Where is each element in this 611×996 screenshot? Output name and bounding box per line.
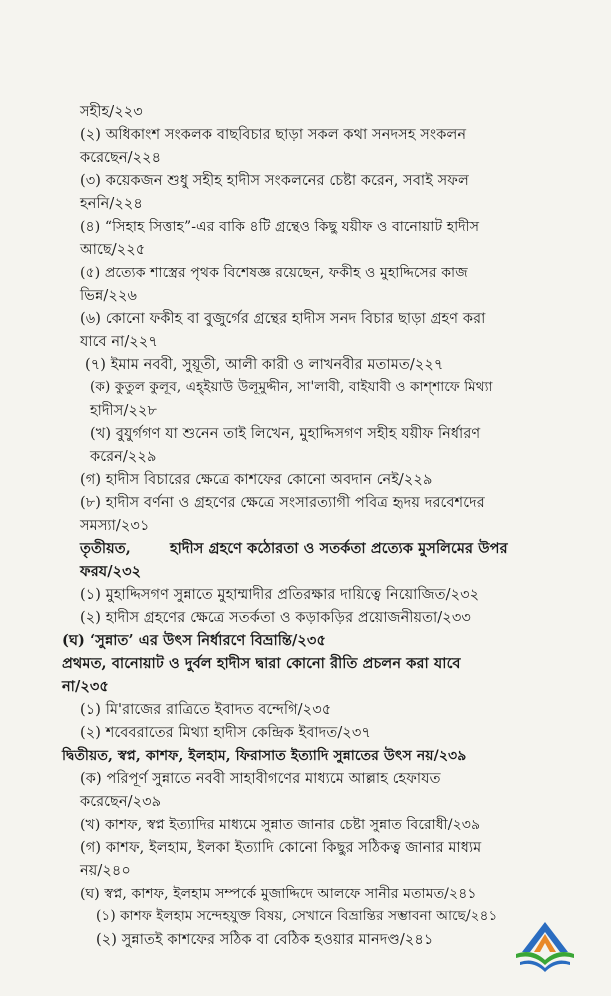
- toc-line: নয়/২৪০: [80, 863, 131, 879]
- section-heading: দ্বিতীয়ত, স্বপ্ন, কাশফ, ইলহাম, ফিরাসাত ইত্যাদি সুন্নাতের উৎস নয়/২৩৯: [62, 748, 467, 764]
- toc-line: (গ) কাশফ, ইলহাম, ইলকা ইত্যাদি কোনো কিছুর সঠিকত্ব জানার মাধ্যম: [80, 840, 482, 856]
- toc-line: (২) অধিকাংশ সংকলক বাছবিচার ছাড়া সকল কথা সনদসহ সংকলন: [80, 127, 467, 143]
- toc-line: করেন/২২৯: [90, 449, 157, 465]
- toc-line: (গ) হাদীস বিচারের ক্ষেত্রে কাশফের কোনো অবদান নেই/২২৯: [80, 472, 433, 488]
- toc-line: করেছেন/২৩৯: [80, 794, 162, 810]
- toc-line: (ক) পরিপূর্ণ সুন্নাতে নববী সাহাবীগণের মাধ্যমে আল্লাহ হেফাযত: [80, 771, 441, 787]
- section-heading-label: তৃতীয়ত,: [80, 540, 131, 557]
- toc-line: (৮) হাদীস বর্ণনা ও গ্রহণের ক্ষেত্রে সংসারত্যাগী পবিত্র হৃদয় দরবেশদের: [80, 495, 485, 511]
- toc-line: (খ) বুযুর্গগণ যা শুনেন তাই লিখেন, মুহাদ্দিসগণ সহীহ যয়ীফ নির্ধারণ: [90, 426, 481, 442]
- toc-line: সমস্যা/২৩১: [80, 518, 150, 534]
- chapter-heading: (ঘ) ‘সুন্নাত’ এর উৎস নির্ধারণে বিভ্রান্তি/২৩৫: [62, 632, 326, 649]
- toc-line: (১) মুহাদ্দিসগণ সুন্নাতে মুহাম্মাদীর প্রতিরক্ষার দায়িত্বে নিয়োজিত/২৩২: [80, 587, 480, 603]
- section-heading: হাদীস গ্রহণে কঠোরতা ও সতর্কতা প্রত্যেক মুসলিমের উপর: [170, 540, 508, 557]
- toc-line: (৩) কয়েকজন শুধু সহীহ হাদীস সংকলনের চেষ্টা করেন, সবাই সফল: [80, 173, 469, 189]
- toc-line: (১) কাশফ ইলহাম সন্দেহযুক্ত বিষয়, সেখানে বিভ্রান্তির সম্ভাবনা আছে/২৪১: [96, 908, 498, 924]
- toc-line: সহীহ/২২৩: [80, 104, 143, 120]
- section-heading: না/২৩৫: [62, 678, 109, 695]
- toc-line: (৫) প্রত্যেক শাস্ত্রের পৃথক বিশেষজ্ঞ রয়েছেন, ফকীহ ও মুহাদ্দিসের কাজ: [80, 265, 468, 281]
- toc-line: যাবে না/২২৭: [80, 334, 158, 350]
- toc-line: (ক) কুতুল কুলূব, এহ্ইয়াউ উলূমুদ্দীন, সা'লাবী, বাইযাবী ও কাশ্শাফে মিথ্যা: [90, 379, 493, 395]
- toc-line: ভিন্ন/২২৬: [80, 288, 137, 304]
- toc-line: (২) হাদীস গ্রহণের ক্ষেত্রে সতর্কতা ও কড়াকড়ির প্রয়োজনীয়তা/২৩৩: [80, 610, 471, 626]
- section-heading: প্রথমত, বানোয়াট ও দুর্বল হাদীস দ্বারা কোনো রীতি প্রচলন করা যাবে: [62, 655, 461, 672]
- toc-line: (১) মি'রাজের রাত্রিতে ইবাদত বন্দেগি/২৩৫: [80, 702, 332, 718]
- toc-line: আছে/২২৫: [80, 242, 146, 258]
- toc-line: (২) শবেবরাতের মিথ্যা হাদীস কেন্দ্রিক ইবাদত/২৩৭: [80, 725, 371, 741]
- section-heading: ফরয/২৩২: [80, 563, 142, 580]
- toc-line: (৪) “সিহাহ সিত্তাহ”-এর বাকি ৪টি গ্রন্থেও কিছু যয়ীফ ও বানোয়াট হাদীস: [80, 219, 480, 235]
- toc-line: করেছেন/২২৪: [80, 150, 162, 166]
- toc-line: হাদীস/২২৮: [90, 403, 158, 419]
- toc-line: (৭) ইমাম নববী, সুয়ূতী, আলী কারী ও লাখনবীর মতামত/২২৭: [85, 357, 444, 373]
- toc-line: (ঘ) স্বপ্ন, কাশফ, ইলহাম সম্পর্কে মুজাদ্দিদে আলফে সানীর মতামত/২৪১: [80, 886, 477, 902]
- toc-line: হননি/২২৪: [80, 196, 143, 212]
- toc-line: (২) সুন্নাতই কাশফের সঠিক বা বেঠিক হওয়ার মানদণ্ড/২৪১: [96, 932, 434, 948]
- book-publisher-logo-icon: [510, 918, 580, 976]
- toc-line: (৬) কোনো ফকীহ বা বুজুর্গের গ্রন্থের হাদীস সনদ বিচার ছাড়া গ্রহণ করা: [80, 311, 486, 327]
- toc-line: (খ) কাশফ, স্বপ্ন ইত্যাদির মাধ্যমে সুন্নাত জানার চেষ্টা সুন্নাত বিরোধী/২৩৯: [80, 817, 481, 833]
